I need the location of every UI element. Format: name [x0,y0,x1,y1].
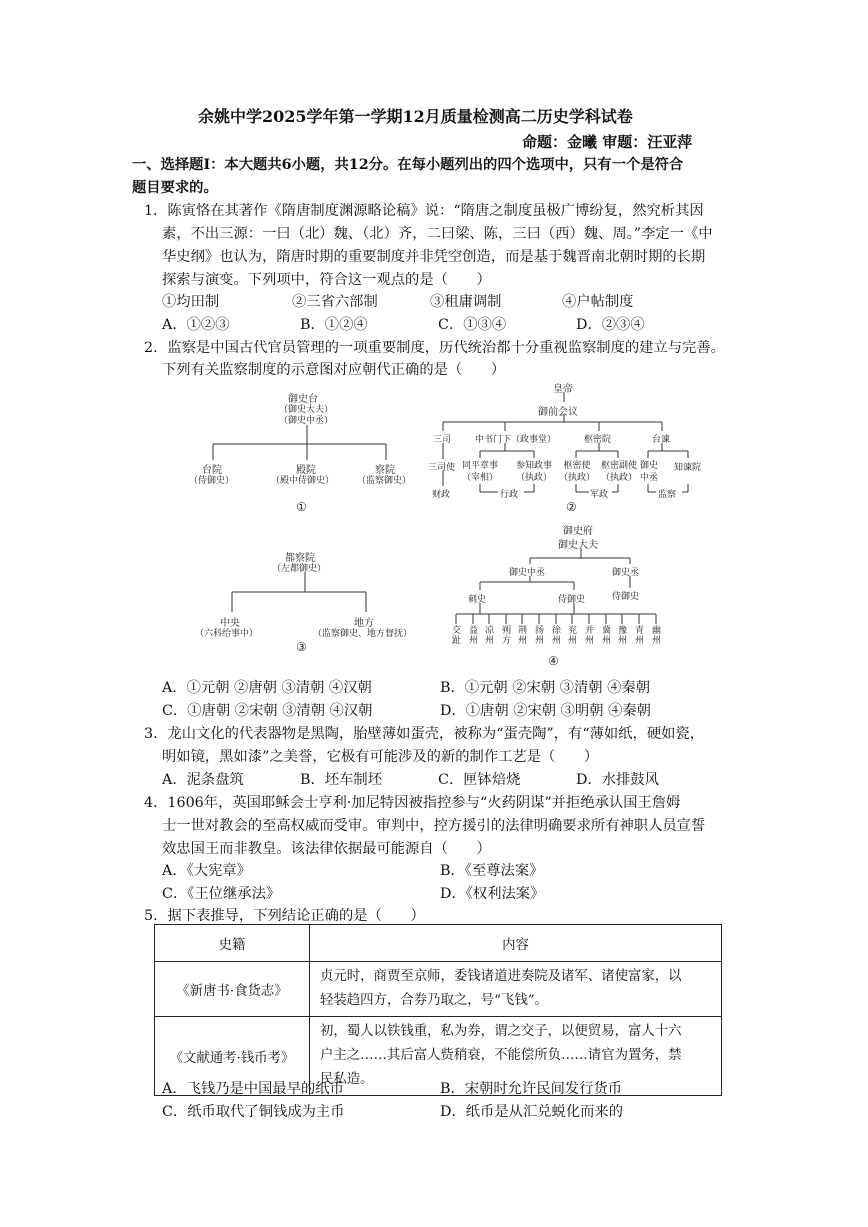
d3-node-sub: （六科给事中） [195,629,259,639]
d4-province: 冀州 [602,626,612,646]
d1-top-sub: （御史中丞） [279,416,334,426]
d2-l4: 财政 [432,490,451,500]
q2-option-d[interactable]: D．①唐朝 ②宋朝 ③明朝 ④秦朝 [440,703,651,719]
d2-l2: 三司 [433,435,452,445]
d4-number: ④ [548,654,559,668]
q1-item: ④户帖制度 [562,294,634,310]
q4-stem-line: 效忠国王而非教皇。该法律依据最可能源自（ ） [162,841,491,857]
table-header-row [155,925,722,962]
d1-node: 台院 [202,465,222,476]
d4-province: 并州 [585,626,595,646]
d3-node: 地方 [354,618,374,629]
content-line: 户主之……其后富人赀稍衰，不能偿所负……请官为置务，禁 [320,1048,682,1063]
d4-province: 凉州 [485,626,495,646]
q3-option-c[interactable]: C．匣钵焙烧 [438,772,521,788]
d1-node: 殿院 [296,465,316,476]
q1-stem-line: 华史纲》也认为，隋唐时期的重要制度并非凭空创造，而是基于魏晋南北朝时期的长期 [162,249,706,265]
d3-number: ③ [296,640,307,654]
q1-option-d[interactable]: D．②③④ [576,317,645,333]
q4-stem-line: 士一世对教会的至高权威而受审。审判中，控方援引的法律明确要求所有神职人员宣誓 [162,818,706,834]
table-header: 内容 [310,925,722,962]
d2-l3: 知谏院 [674,463,702,473]
d4-province: 兖州 [568,626,578,646]
d1-node: 察院 [375,465,395,476]
q5-table [154,924,722,1096]
d2-l3: 枢密使（执政） [558,461,595,483]
q5-option-b[interactable]: B．宋朝时允许民间发行货币 [440,1081,623,1097]
q2-stem-line: 2．监察是中国古代官员管理的一项重要制度，历代统治都十分重视监察制度的建立与完善。 [144,340,725,356]
d4-province: 朔方 [502,626,512,646]
q4-option-c[interactable]: C．《王位继承法》 [162,886,281,902]
d3-node: 中央 [220,618,240,629]
d2-l2: 台谏 [652,435,671,445]
section-heading-cont: 题目要求的。 [132,180,218,196]
d1-top-sub: （御史大夫） [279,405,334,415]
q4-option-d[interactable]: D．《权利法案》 [440,886,545,902]
d4-province: 幽州 [652,626,662,646]
table-row [155,962,722,1017]
d2-l3: 枢密副使（执政） [600,461,637,483]
q3-option-d[interactable]: D．水排鼓风 [576,772,659,788]
content-line: 民私造。 [320,1072,374,1087]
q2-stem-line: 下列有关监察制度的示意图对应朝代正确的是（ ） [162,362,506,378]
d1-node-sub: （监察御史） [357,476,412,486]
q5-option-d[interactable]: D．纸币是从汇兑蜕化而来的 [440,1104,624,1120]
d2-l4: 行政 [500,490,519,500]
section-heading: 一、选择题Ⅰ：本大题共6小题，共12分。在每小题列出的四个选项中，只有一个是符合 [132,157,684,173]
q1-option-a[interactable]: A．①②③ [162,317,230,333]
d2-top: 皇帝 [553,384,573,395]
exam-authors: 命题：金曦 审题：汪亚萍 [522,133,693,151]
d4-l3: 侍御史 [558,595,586,605]
d2-number: ② [566,500,577,514]
d2-l3: 参知政事（执政） [515,461,552,483]
content-line: 贞元时，商贾至京师，委钱诸道进奏院及诸军、诸使富家，以 [320,969,682,984]
q1-stem-line: 探索与演变。下列项中，符合这一观点的是（ ） [162,272,491,288]
q2-option-b[interactable]: B．①元朝 ②宋朝 ③清朝 ④秦朝 [440,680,650,696]
d4-l2: 御史中丞 [509,568,546,578]
q5-option-a[interactable]: A．飞钱乃是中国最早的纸币 [162,1081,344,1097]
d1-node-sub: （殿中侍御史） [271,476,335,486]
d4-province: 徐州 [552,626,562,646]
d1-node-sub: （侍御史） [189,476,235,486]
d2-l2: 枢密院 [584,435,612,445]
d2-l2: 中书门下（政事堂） [475,435,557,445]
table-cell-source: 《文献通考·钱币考》 [155,1017,310,1096]
content-line: 轻装趋四方，合券乃取之，号“飞钱”。 [320,993,548,1008]
d4-l3: 侍御史 [612,592,640,602]
q4-stem-line: 4．1606年，英国耶稣会士亨利·加尼特因被指控参与“火药阴谋”并拒绝承认国王詹姆 [144,795,681,811]
q1-stem-line: 1．陈寅恪在其著作《隋唐制度渊源略论稿》说：“隋唐之制度虽极广博纷复，然究析其因 [144,203,704,219]
q1-item: ③租庸调制 [430,294,502,310]
d4-l3: 刺史 [468,595,487,605]
q5-stem: 5．据下表推导，下列结论正确的是（ ） [144,908,425,924]
q1-item: ①均田制 [162,294,220,310]
d1-top: 御史台 [288,394,318,405]
q1-option-b[interactable]: B．①②④ [300,317,368,333]
q3-stem-line: 明如镜，黑如漆”之美誉，它极有可能涉及的新的制作工艺是（ ） [162,749,599,765]
d2-sub: 御前会议 [538,407,578,418]
d4-province: 交趾 [452,626,462,646]
d4-province: 益州 [469,626,479,646]
d4-province: 豫州 [618,626,628,646]
q1-item: ②三省六部制 [292,294,378,310]
d3-top-sub: （左都御史） [272,564,327,574]
d2-l3: 三司使 [428,463,456,473]
d3-top: 都察院 [285,553,315,564]
table-header: 史籍 [155,925,310,962]
d4-top-sub: 御史大夫 [558,540,598,551]
d2-l3: 同平章事（宰相） [461,461,498,483]
d2-l4: 军政 [590,490,609,500]
q2-option-a[interactable]: A．①元朝 ②唐朝 ③清朝 ④汉朝 [162,680,372,696]
table-cell-source: 《新唐书·食货志》 [155,962,310,1017]
d4-l2: 御史丞 [612,568,640,578]
q4-option-b[interactable]: B．《至尊法案》 [440,863,544,879]
q1-stem-line: 素，不出三源：一曰（北）魏、（北）齐，二曰梁、陈，三曰（西）魏、周。”李定一《中 [162,226,713,242]
q4-option-a[interactable]: A．《大宪章》 [162,863,251,879]
q3-option-b[interactable]: B．坯车制坯 [300,772,382,788]
d4-province: 青州 [635,626,645,646]
d2-l3: 御史中丞 [639,461,658,483]
d3-node-sub: （监察御史、地方督抚） [313,629,413,639]
d4-province: 扬州 [535,626,545,646]
q1-option-c[interactable]: C．①③④ [438,317,507,333]
d4-top: 御史府 [563,526,593,537]
q3-stem-line: 3．龙山文化的代表器物是黑陶，胎壁薄如蛋壳，被称为“蛋壳陶”，有“薄如纸，硬如瓷， [144,726,705,742]
table-cell-content [310,962,722,1017]
content-line: 初，蜀人以铁钱重，私为券，谓之交子，以便贸易，富人十六 [320,1024,682,1039]
d4-province: 荆州 [518,626,528,646]
q3-option-a[interactable]: A．泥条盘筑 [162,772,244,788]
d2-l4: 监察 [658,490,677,500]
q5-option-c[interactable]: C．纸币取代了铜钱成为主币 [162,1104,345,1120]
q2-option-c[interactable]: C．①唐朝 ②宋朝 ③清朝 ④汉朝 [162,703,373,719]
d1-number: ① [296,500,307,514]
exam-title: 余姚中学2025学年第一学期12月质量检测高二历史学科试卷 [198,107,633,126]
